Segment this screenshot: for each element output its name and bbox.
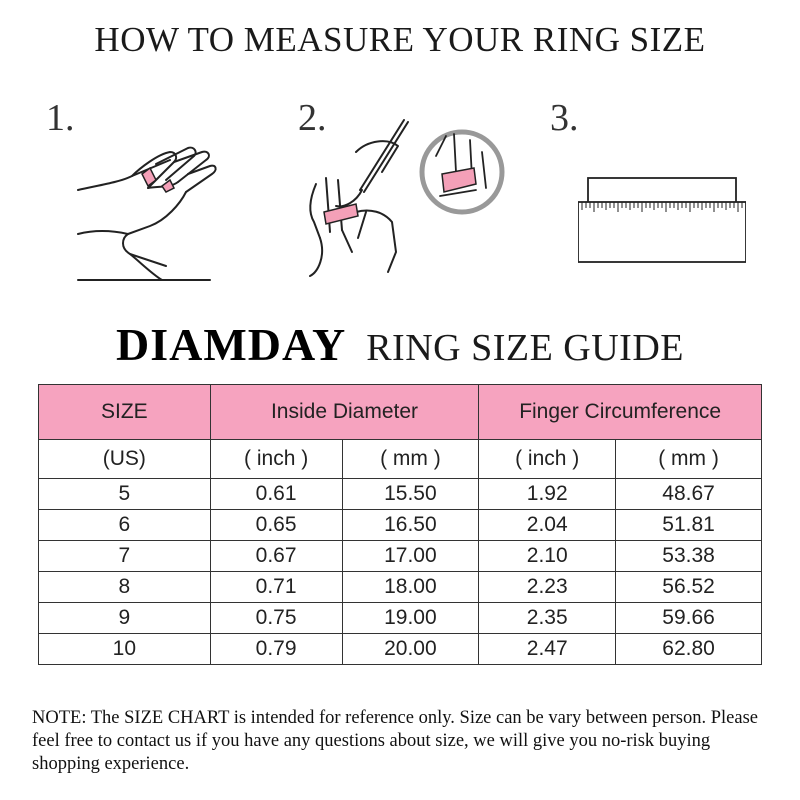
header-inside-diameter: Inside Diameter xyxy=(210,385,479,440)
table-cell: 20.00 xyxy=(342,634,479,665)
table-row xyxy=(39,541,762,572)
unit-cell: ( mm ) xyxy=(342,440,479,479)
table-cell: 48.67 xyxy=(616,479,762,510)
step-3-number: 3. xyxy=(550,97,579,139)
unit-cell: (US) xyxy=(39,440,211,479)
table-cell: 62.80 xyxy=(616,634,762,665)
table-units-row xyxy=(39,440,762,479)
brand-name: DIAMDAY xyxy=(116,319,347,370)
step-2-number: 2. xyxy=(298,97,327,139)
size-note: NOTE: The SIZE CHART is intended for reference only. Size can be vary between person. Please feel free to contact us if you have any questions about size, we will give you no-risk buying shopping experience. xyxy=(32,708,758,774)
hand-with-ring-icon xyxy=(70,130,230,290)
table-row xyxy=(39,479,762,510)
table-cell: 10 xyxy=(39,634,211,665)
table-row xyxy=(39,634,762,665)
table-cell: 8 xyxy=(39,572,211,603)
table-cell: 15.50 xyxy=(342,479,479,510)
table-cell: 17.00 xyxy=(342,541,479,572)
table-cell: 2.04 xyxy=(479,510,616,541)
table-cell: 53.38 xyxy=(616,541,762,572)
table-cell: 2.10 xyxy=(479,541,616,572)
table-row xyxy=(39,603,762,634)
table-cell: 19.00 xyxy=(342,603,479,634)
page-title: HOW TO MEASURE YOUR RING SIZE xyxy=(94,20,706,59)
table-cell: 0.79 xyxy=(210,634,342,665)
unit-cell: ( mm ) xyxy=(616,440,762,479)
header-finger-circumference: Finger Circumference xyxy=(479,385,762,440)
table-cell: 6 xyxy=(39,510,211,541)
guide-heading xyxy=(0,318,800,371)
table-cell: 0.71 xyxy=(210,572,342,603)
table-cell: 18.00 xyxy=(342,572,479,603)
header-size: SIZE xyxy=(39,385,211,440)
table-cell: 2.35 xyxy=(479,603,616,634)
table-cell: 5 xyxy=(39,479,211,510)
unit-cell: ( inch ) xyxy=(479,440,616,479)
guide-title: RING SIZE GUIDE xyxy=(366,327,684,369)
table-cell: 1.92 xyxy=(479,479,616,510)
table-cell: 7 xyxy=(39,541,211,572)
unit-cell: ( inch ) xyxy=(210,440,342,479)
ruler-measure-icon xyxy=(578,176,746,264)
table-row xyxy=(39,572,762,603)
marking-paper-strip-icon xyxy=(296,112,506,282)
table-cell: 56.52 xyxy=(616,572,762,603)
table-cell: 2.47 xyxy=(479,634,616,665)
table-cell: 0.61 xyxy=(210,479,342,510)
table-cell: 0.67 xyxy=(210,541,342,572)
table-cell: 59.66 xyxy=(616,603,762,634)
table-cell: 9 xyxy=(39,603,211,634)
table-row xyxy=(39,510,762,541)
ring-size-table xyxy=(38,384,762,665)
table-cell: 16.50 xyxy=(342,510,479,541)
table-cell: 51.81 xyxy=(616,510,762,541)
table-cell: 0.75 xyxy=(210,603,342,634)
table-header-row xyxy=(39,385,762,440)
table-cell: 0.65 xyxy=(210,510,342,541)
table-cell: 2.23 xyxy=(479,572,616,603)
step-1-number: 1. xyxy=(46,97,75,139)
